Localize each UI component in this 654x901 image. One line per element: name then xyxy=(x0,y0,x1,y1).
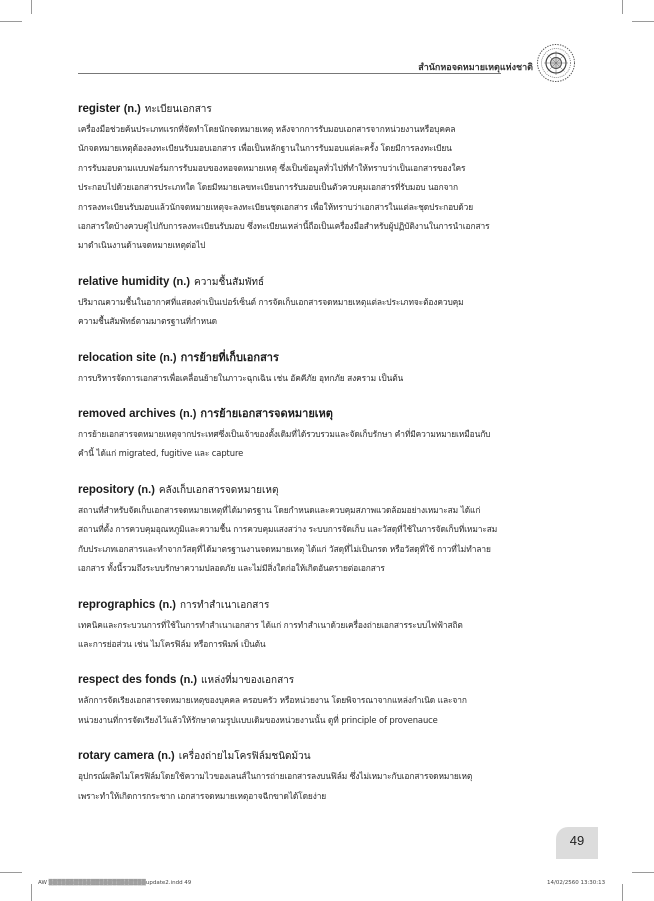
definition-line: หน่วยงานที่การจัดเรียงไว้แล้วให้รักษาตามรูปแบบเดิมของหน่วยงานนั้น ดูที่ principle of provenauce xyxy=(78,714,438,725)
definition-line: กับประเภทเอกสารและทำจากวัสดุที่ได้มาตรฐานงานจดหมายเหตุ ได้แก่ วัสดุที่ไม่เป็นกรด หรือวัสดุที่ใช้ กาวที่ไม่ทำลาย xyxy=(78,543,491,554)
entry-thai-term: แหล่งที่มาของเอกสาร xyxy=(201,675,295,687)
definition-line: เพราะทำให้เกิดการกระชาก เอกสารจดหมายเหตุอาจฉีกขาดได้โดยง่าย xyxy=(78,790,327,801)
entry-term: reprographics xyxy=(78,598,156,611)
definition-line: เครื่องมือช่วยค้นประเภทแรกที่จัดทำโดยนักจดหมายเหตุ หลังจากการรับมอบเอกสารจากหน่วยงานหรือบุคคล xyxy=(78,124,456,134)
definition-line: การรับมอบตามแบบฟอร์มการรับมอบของหอจดหมายเหตุ ซึ่งเป็นข้อมูลทั่วไปที่ทำให้ทราบว่าเป็นเอกสารของใคร xyxy=(78,162,466,173)
entry-part-of-speech: (n.) xyxy=(158,598,176,611)
crop-mark xyxy=(0,872,22,873)
entry-thai-term: คลังเก็บเอกสารจดหมายเหตุ xyxy=(158,484,279,496)
entry-term: relative humidity xyxy=(78,275,170,288)
glossary-entry xyxy=(78,672,590,730)
entry-heading xyxy=(78,597,590,613)
entry-heading xyxy=(78,482,590,498)
crop-mark xyxy=(632,21,654,22)
entry-heading xyxy=(78,406,590,422)
entry-term: repository xyxy=(78,483,135,496)
entry-heading xyxy=(78,101,590,117)
glossary-entries xyxy=(78,101,590,824)
crop-mark xyxy=(31,884,32,901)
crop-mark xyxy=(31,0,32,14)
header-title: สำนักหอจดหมายเหตุแห่งชาติ xyxy=(418,63,533,73)
definition-line: นักจดหมายเหตุต้องลงทะเบียนรับมอบเอกสาร เพื่อเป็นหลักฐานในการรับมอบแต่ละครั้ง โดยมีการลงทะเบียน xyxy=(78,143,452,154)
glossary-entry xyxy=(78,406,590,464)
definition-line: การย้ายเอกสารจดหมายเหตุจากประเทศซึ่งเป็นเจ้าของตั้งเดิมที่ได้รวบรวมและจัดเก็บรักษา คำที่มีความหมายเหมือนกับ xyxy=(78,429,491,440)
crop-mark xyxy=(0,21,22,22)
entry-part-of-speech: (n.) xyxy=(159,351,177,364)
page-number: 49 xyxy=(569,833,585,848)
entry-thai-term: ความชื้นสัมพัทธ์ xyxy=(194,276,265,288)
glossary-entry xyxy=(78,597,590,655)
crop-mark xyxy=(622,0,623,14)
definition-line: สถานที่สำหรับจัดเก็บเอกสารจดหมายเหตุที่ได้มาตรฐาน โดยกำหนดและควบคุมสภาพแวดล้อมอย่างเหมาะสม ได้แก่ xyxy=(78,504,481,515)
crop-mark xyxy=(632,872,654,873)
entry-thai-term: การย้ายเอกสารจดหมายเหตุ xyxy=(200,407,333,421)
entry-heading xyxy=(78,672,590,688)
entry-part-of-speech: (n.) xyxy=(179,408,197,421)
entry-heading xyxy=(78,274,590,290)
entry-part-of-speech: (n.) xyxy=(123,103,141,115)
glossary-entry xyxy=(78,350,590,388)
glossary-entry xyxy=(78,274,590,332)
entry-thai-term: ทะเบียนเอกสาร xyxy=(144,104,212,115)
definition-line: หลักการจัดเรียงเอกสารจดหมายเหตุของบุคคล ครอบครัว หรือหน่วยงาน โดยพิจารณาจากแหล่งกำเนิด และจาก xyxy=(78,695,467,706)
definition-line: และการย่อส่วน เช่น ไมโครฟิล์ม หรือการพิมพ์ เป็นต้น xyxy=(78,638,266,649)
entry-part-of-speech: (n.) xyxy=(179,674,198,687)
entry-term: relocation site xyxy=(78,351,156,364)
entry-part-of-speech: (n.) xyxy=(137,483,155,496)
page-number-tab xyxy=(556,827,598,859)
entry-heading xyxy=(78,748,590,764)
glossary-entry xyxy=(78,482,590,579)
print-slug-filename: AW ▒▒▒▒▒▒▒▒▒▒▒▒▒▒▒▒▒▒▒▒▒▒▒update2.indd 49 xyxy=(38,880,192,886)
definition-line: สถานที่ตั้ง การควบคุมอุณหภูมิและความชื้น การควบคุมแสงสว่าง ระบบการจัดเก็บ และวัสดุที่ใช้ในการจัดเก็บที่เหมาะสม xyxy=(78,524,498,535)
entry-term: rotary camera xyxy=(78,750,155,763)
definition-line: เอกสาร ทั้งนี้รวมถึงระบบรักษาความปลอดภัย และไม่มีสิ่งใดก่อให้เกิดอันตรายต่อเอกสาร xyxy=(78,563,385,574)
definition-line: การลงทะเบียนรับมอบแล้วนักจดหมายเหตุจะลงทะเบียนชุดเอกสาร เพื่อให้ทราบว่าเอกสารในแต่ละชุดประกอบด้วย xyxy=(78,201,473,212)
entry-term: register xyxy=(78,103,121,115)
glossary-entry xyxy=(78,101,590,256)
print-slug-timestamp: 14/02/2560 13:30:13 xyxy=(547,880,606,886)
crop-mark xyxy=(622,884,623,901)
glossary-entry xyxy=(78,748,590,806)
entry-thai-term: การทำสำเนาเอกสาร xyxy=(179,599,270,611)
definition-line: มาดำเนินงานด้านจดหมายเหตุต่อไป xyxy=(78,240,206,251)
definition-line: อุปกรณ์ผลิตไมโครฟิล์มโดยใช้ความไวของเลนส์ในการถ่ายเอกสารลงบนฟิล์ม ซึ่งไม่เหมาะกับเอกสารจดหมายเหตุ xyxy=(78,771,473,782)
entry-thai-term: การย้ายที่เก็บเอกสาร xyxy=(180,350,279,364)
entry-part-of-speech: (n.) xyxy=(157,750,175,763)
entry-term: removed archives xyxy=(78,408,176,421)
definition-line: ความชื้นสัมพัทธ์ตามมาตรฐานที่กำหนด xyxy=(78,316,217,327)
definition-line: เอกสารใดบ้างควบคู่ไปกับการลงทะเบียนรับมอบ ซึ่งทะเบียนเหล่านี้ถือเป็นเครื่องมือสำหรับผู้ปฏิบัติงานในการนำเอกสาร xyxy=(78,221,490,232)
definition-line: คำนี้ ได้แก่ migrated, fugitive และ capture xyxy=(78,448,244,459)
archives-seal-icon xyxy=(536,43,576,83)
entry-part-of-speech: (n.) xyxy=(172,275,190,288)
definition-line: การบริหารจัดการเอกสารเพื่อเคลื่อนย้ายในภาวะฉุกเฉิน เช่น อัคคีภัย อุทกภัย สงคราม เป็นต้น xyxy=(78,372,404,383)
entry-heading xyxy=(78,350,590,366)
definition-line: ปริมาณความชื้นในอากาศที่แสดงค่าเป็นเปอร์เซ็นต์ การจัดเก็บเอกสารจดหมายเหตุแต่ละประเภทจะต้องควบคุม xyxy=(78,296,464,307)
definition-line: เทคนิคและกระบวนการที่ใช้ในการทำสำเนาเอกสาร ได้แก่ การทำสำเนาด้วยเครื่องถ่ายเอกสารระบบไฟฟ้าสถิต xyxy=(78,619,463,630)
entry-term: respect des fonds xyxy=(78,674,177,687)
entry-thai-term: เครื่องถ่ายไมโครฟิล์มชนิดม้วน xyxy=(178,751,311,763)
definition-line: ประกอบไปด้วยเอกสารประเภทใด โดยมีหมายเลขทะเบียนการรับมอบเป็นตัวควบคุมเอกสารที่รับมอบ นอกจาก xyxy=(78,182,458,193)
